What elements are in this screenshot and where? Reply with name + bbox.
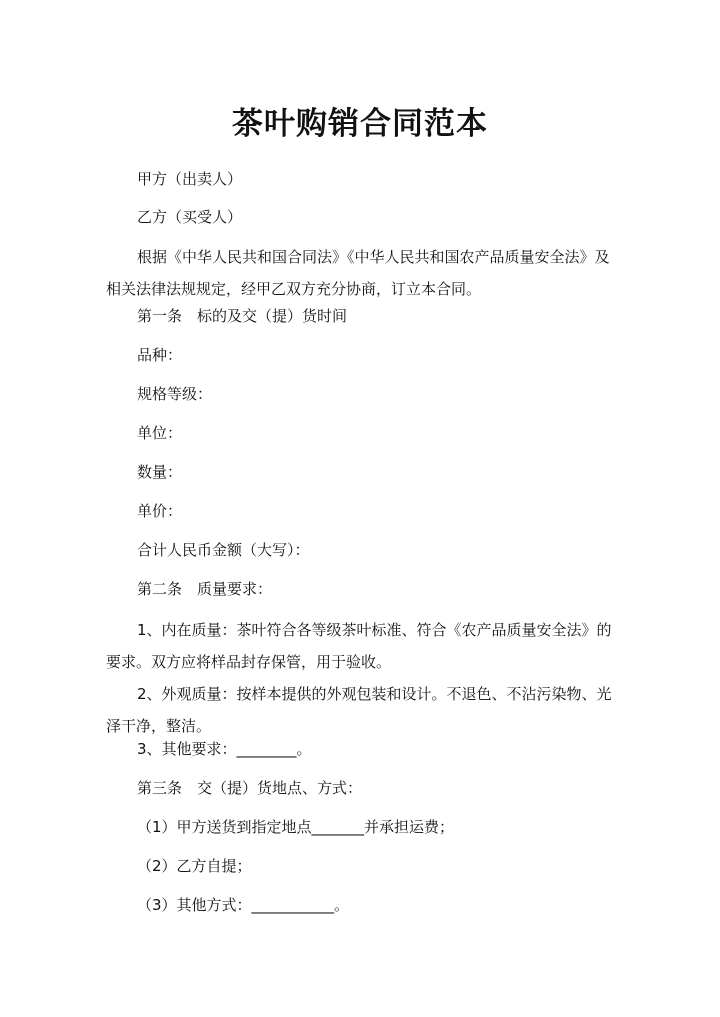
quantity-field-label: 数量： — [137, 463, 183, 481]
article3-item1-line: （1）甲方送货到指定地点_______并承担运费； — [137, 818, 455, 836]
article3-heading: 第三条 交（提）货地点、方式： — [137, 779, 363, 797]
preamble-paragraph: 根据《中华人民共和国合同法》《中华人民共和国农产品质量安全法》及相关法律法规规定，经甲乙双方充分协商，订立本合同。 — [106, 248, 610, 298]
article2-heading: 第二条 质量要求： — [137, 580, 273, 598]
article2-item2-paragraph: 2、外观质量：按样本提供的外观包装和设计。不退色、不沾污染物、光泽干净，整洁。 — [106, 685, 612, 735]
variety-field-label: 品种： — [137, 346, 183, 364]
unit-field-label: 单位： — [137, 424, 183, 442]
article2-item3-line: 3、其他要求：________。 — [137, 740, 312, 758]
unit-price-field-label: 单价： — [137, 502, 183, 520]
party-a-line: 甲方（出卖人） — [137, 170, 243, 188]
document-title: 茶叶购销合同范本 — [232, 106, 488, 142]
party-b-line: 乙方（买受人） — [137, 208, 243, 226]
grade-field-label: 规格等级： — [137, 385, 213, 403]
article3-item2-line: （2）乙方自提； — [137, 857, 252, 875]
total-amount-field-label: 合计人民币金额（大写）： — [137, 541, 310, 559]
article1-heading: 第一条 标的及交（提）货时间 — [137, 307, 348, 325]
article2-item1-paragraph: 1、内在质量：茶叶符合各等级茶叶标准、符合《农产品质量安全法》的要求。双方应将样品封存保管，用于验收。 — [106, 621, 612, 671]
article3-item3-line: （3）其他方式：___________。 — [137, 896, 350, 914]
